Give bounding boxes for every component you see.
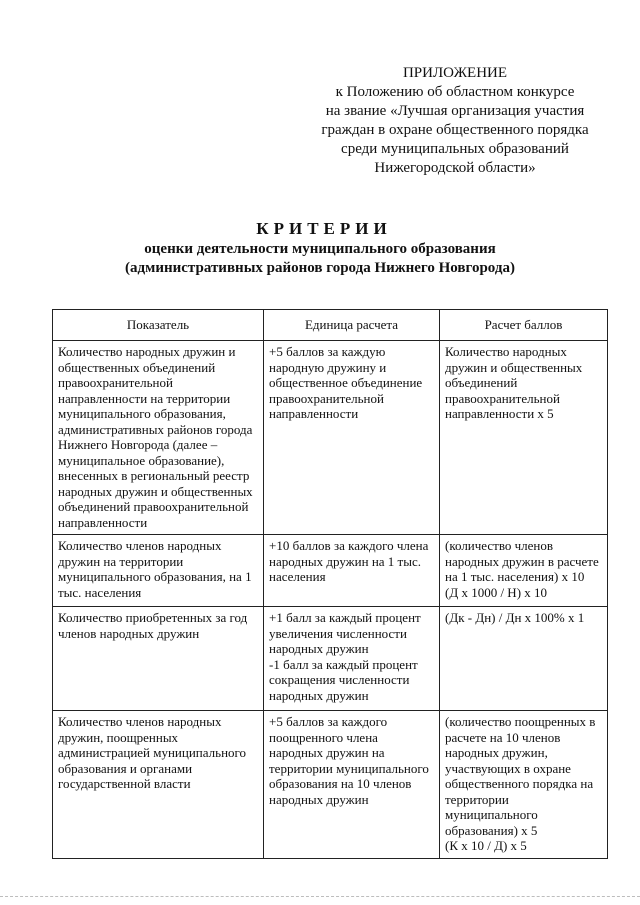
calculation-cell: (Дк - Дн) / Дн х 100% х 1: [440, 607, 608, 711]
indicator-cell: Количество народных дружин и общественных объединений правоохранительной направленности на территории муниципального образования, административных районов города Нижнего Новгорода (далее – муниципальное образование), внесенных в региональный реестр народных дружин и общественных объединений правоохранительной направленности: [53, 341, 264, 535]
indicator-cell: Количество членов народных дружин на территории муниципального образования, на 1 тыс. населения: [53, 535, 264, 607]
indicator-cell: Количество членов народных дружин, поощренных администрацией муниципального образования и органами государственной власти: [53, 711, 264, 859]
calculation-cell: Количество народных дружин и общественных объединений правоохранительной направленности х 5: [440, 341, 608, 535]
table-row: [53, 535, 608, 607]
document-subtitle-line-2: (административных районов города Нижнего Новгорода): [125, 260, 515, 276]
appendix-line: к Положению об областном конкурсе: [335, 84, 575, 100]
table-row: [53, 341, 608, 535]
scan-bottom-edge: [0, 896, 640, 899]
document-subtitle-line-1: оценки деятельности муниципального образования: [144, 241, 496, 257]
unit-cell: +5 баллов за каждую народную дружину и общественное объединение правоохранительной направленности: [264, 341, 440, 535]
calculation-cell: (количество членов народных дружин в расчете на 1 тыс. населения) х 10 (Д х 1000 / Н) х 10: [440, 535, 608, 607]
criteria-table: [52, 309, 608, 859]
column-header-calculation: Расчет баллов: [440, 310, 608, 341]
appendix-line: граждан в охране общественного порядка: [321, 122, 589, 138]
table-row: [53, 711, 608, 859]
unit-cell: +1 балл за каждый процент увеличения численности народных дружин -1 балл за каждый процент сокращения численности народных дружин: [264, 607, 440, 711]
table-header-row: [53, 310, 608, 341]
column-header-unit: Единица расчета: [264, 310, 440, 341]
appendix-block: [300, 64, 610, 178]
table-row: [53, 607, 608, 711]
document-title-block: [0, 218, 640, 278]
unit-cell: +5 баллов за каждого поощренного члена народных дружин на территории муниципального образования на 10 членов народных дружин: [264, 711, 440, 859]
column-header-indicator: Показатель: [53, 310, 264, 341]
appendix-line: Нижегородской области»: [374, 160, 536, 176]
appendix-line: среди муниципальных образований: [341, 141, 569, 157]
appendix-line: на звание «Лучшая организация участия: [325, 103, 585, 119]
unit-cell: +10 баллов за каждого члена народных дружин на 1 тыс. населения: [264, 535, 440, 607]
calculation-cell: (количество поощренных в расчете на 10 членов народных дружин, участвующих в охране общественного порядка на территории муниципального образования) х 5 (К х 10 / Д) х 5: [440, 711, 608, 859]
indicator-cell: Количество приобретенных за год членов народных дружин: [53, 607, 264, 711]
appendix-heading: ПРИЛОЖЕНИЕ: [402, 65, 508, 81]
document-title: КРИТЕРИИ: [256, 219, 392, 238]
